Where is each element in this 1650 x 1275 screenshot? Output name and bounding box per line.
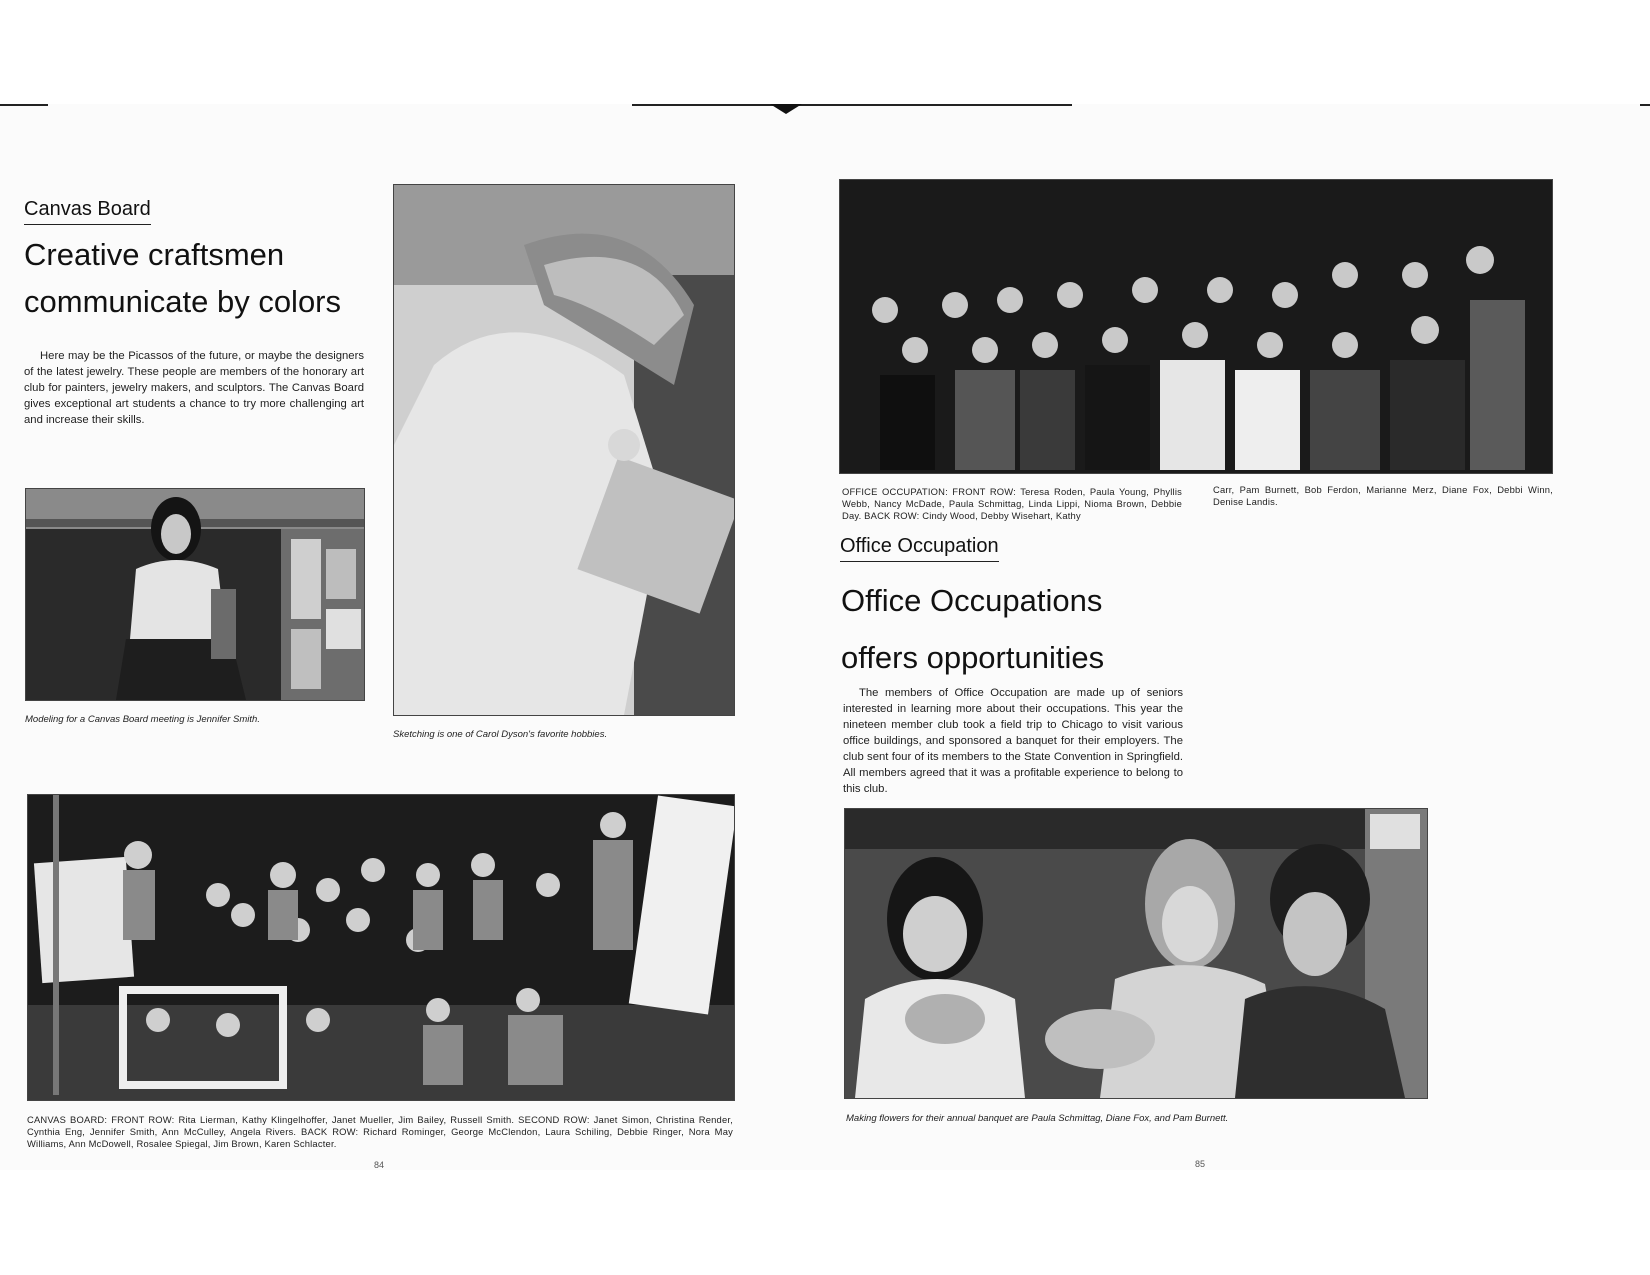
canvas-board-roster: CANVAS BOARD: FRONT ROW: Rita Lierman, Kathy Klingelhoffer, Janet Mueller, Jim Bailey, Russell Smith. SECOND ROW: Janet Simon, Christina Render, Cynthia Eng, Jennifer Smith, Ann McCulley, Angela Rivers. BACK ROW: Richard Rominger, George McClendon, Laura Schiling, Debbie Ringer, Nora May Williams, Ann McDowell, Rosalee Spiegal, Jim Brown, Karen Schlacter. — [27, 1114, 733, 1149]
section-label-office-occupation: Office Occupation — [840, 535, 999, 562]
page-number-left: 84 — [374, 1160, 385, 1170]
caption-model: Modeling for a Canvas Board meeting is Jennifer Smith. — [25, 714, 260, 725]
photo-canvas-board-group — [27, 794, 735, 1101]
headline-canvas-board — [24, 232, 364, 325]
office-occupation-intro: The members of Office Occupation are made up of seniors interested in learning more about their occupations. This year the nineteen member club took a field trip to Chicago to visit various office buildings, and sponsored a banquet for their employers. The club sent four of its members to the State Convention in Springfield. All members agreed that it was a profitable experience to belong to this club. — [843, 687, 1183, 795]
headline-line-1: Office Occupations — [841, 583, 1103, 618]
canvas-board-intro: Here may be the Picassos of the future, or maybe the designers of the latest jewelry. These people are members of the honorary art club for painters, jewelry makers, and sculptors. The Canvas Board gives exceptional art students a chance to try more challenging art and increase their skills. — [24, 350, 364, 426]
photo-model — [25, 488, 365, 701]
fold-mark — [770, 104, 802, 114]
headline-line-2: communicate by colors — [24, 283, 342, 319]
headline-line-1: Creative craftsmen — [24, 237, 285, 272]
caption-sketching: Sketching is one of Carol Dyson's favorite hobbies. — [393, 729, 608, 740]
office-occupation-roster-col-1: OFFICE OCCUPATION: FRONT ROW: Teresa Roden, Paula Young, Phyllis Webb, Nancy McDade, Paula Schmittag, Linda Lippi, Nioma Brown, Debbie Day. BACK ROW: Cindy Wood, Debby Wisehart, Kathy — [842, 486, 1182, 521]
page-number-right: 85 — [1195, 1159, 1206, 1169]
photo-sketching — [393, 184, 735, 716]
top-rule-right — [1640, 104, 1650, 106]
section-label-canvas-board: Canvas Board — [24, 198, 151, 225]
top-rule-center — [632, 104, 1072, 106]
caption-flowers: Making flowers for their annual banquet are Paula Schmittag, Diane Fox, and Pam Burnett. — [846, 1113, 1229, 1124]
photo-office-occupation-group — [839, 179, 1553, 474]
photo-making-flowers — [844, 808, 1428, 1099]
office-occupation-roster-col-2: Carr, Pam Burnett, Bob Ferdon, Marianne Merz, Diane Fox, Debbi Winn, Denise Landis. — [1213, 484, 1553, 507]
headline-office-occupation — [841, 572, 1221, 686]
headline-line-2: offers opportunities — [841, 640, 1105, 675]
top-rule-left — [0, 104, 48, 106]
